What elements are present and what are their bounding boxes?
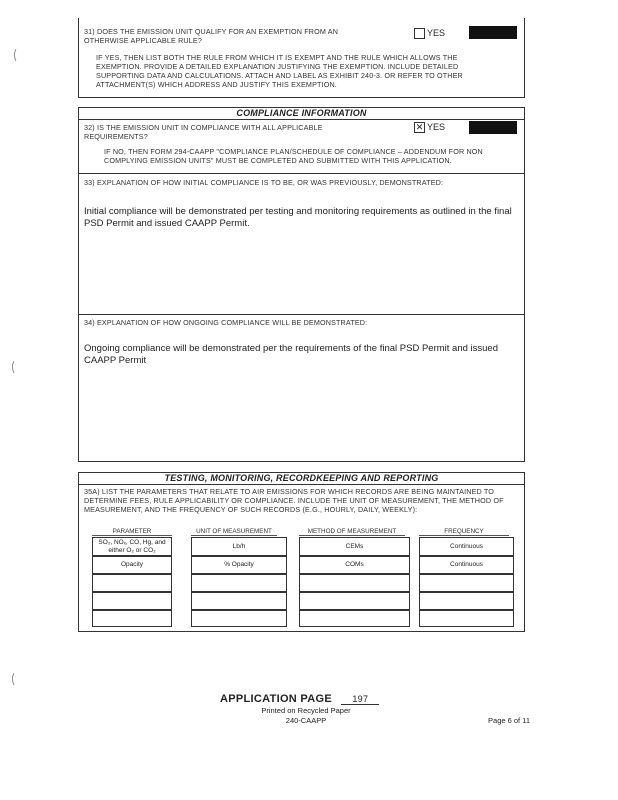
column-header-frequency: FREQUENCY: [419, 528, 509, 536]
punch-hole-mark: [12, 359, 21, 375]
table-cell-frequency: Continuous: [419, 537, 514, 556]
q32-yes-label: YES: [427, 122, 446, 132]
table-cell-method: [299, 574, 410, 592]
q32-instruction: IF NO, THEN FORM 294-CAAPP "COMPLIANCE PLAN/SCHEDULE OF COMPLIANCE – ADDENDUM FOR NON COMPLYING EMISSION UNITS" MUST BE COMPLETED AND SUBMITTED WITH THIS APPLICATION.: [104, 147, 483, 165]
table-cell-parameter: SO₂, NOₓ, CO, Hg, and either O₂ or CO₂: [92, 537, 172, 556]
table-cell-parameter: [92, 574, 172, 592]
table-cell-unit: [191, 574, 287, 592]
table-cell-unit: [191, 610, 287, 627]
testing-header: TESTING, MONITORING, RECORDKEEPING AND REPORTING: [164, 473, 439, 483]
table-cell-parameter: [92, 592, 172, 610]
column-header-parameter: PARAMETER: [92, 528, 172, 536]
table-cell-unit: [191, 592, 287, 610]
q35a-section: [78, 484, 525, 632]
q31-yes-label: YES: [427, 28, 446, 38]
table-cell-frequency: [419, 592, 514, 610]
q33-answer: Initial compliance will be demonstrated per testing and monitoring requirements as outlined in the final PSD Permit and issued CAAPP Permit.: [84, 206, 512, 229]
testing-header-box: [78, 472, 525, 484]
form-number: 240-CAAPP: [285, 716, 327, 725]
page-of: Page 6 of 11: [488, 716, 530, 725]
table-cell-method: COMs: [299, 556, 410, 574]
printed-on-recycled: Printed on Recycled Paper: [261, 706, 351, 715]
table-cell-parameter: Opacity: [92, 556, 172, 574]
redaction-box: [469, 121, 517, 134]
q31-question: 31) DOES THE EMISSION UNIT QUALIFY FOR AN EXEMPTION FROM AN OTHERWISE APPLICABLE RULE?: [84, 27, 339, 45]
q34-section: [78, 315, 525, 462]
table-cell-method: [299, 610, 410, 627]
compliance-header-box: [78, 107, 525, 119]
q32-yes-checkbox[interactable]: ✕: [415, 122, 424, 132]
q31-section: [78, 18, 525, 98]
q31-instruction: IF YES, THEN LIST BOTH THE RULE FROM WHICH IT IS EXEMPT AND THE RULE WHICH ALLOWS THE EXEMPTION. PROVIDE A DETAILED EXPLANATION JUSTIFYING THE EXEMPTION. INCLUDE DETAILED SUPPORTING DATA AND CALCULATIONS. ATTACH AND LABEL AS EXHIBIT 240-3. OR REFER TO OTHER ATTACHMENT(S) WHICH ADDRESS AND JUSTIFY THIS EXEMPTION.: [96, 53, 463, 89]
q34-answer: Ongoing compliance will be demonstrated per the requirements of the final PSD Permit and issued CAAPP Permit: [84, 343, 498, 366]
table-cell-method: CEMs: [299, 537, 410, 556]
q32-section: [78, 119, 525, 174]
q34-question: 34) EXPLANATION OF HOW ONGOING COMPLIANCE WILL BE DEMONSTRATED:: [84, 318, 368, 327]
q35a-question: 35A) LIST THE PARAMETERS THAT RELATE TO AIR EMISSIONS FOR WHICH RECORDS ARE BEING MAINTAINED TO DETERMINE FEES, RULE APPLICABILITY OR COMPLIANCE. INCLUDE THE UNIT OF MEASUREMENT, THE METHOD OF MEASUREMENT, AND THE FREQUENCY OF SUCH RECORDS (E.G., HOURLY, DAILY, WEEKLY):: [84, 487, 504, 514]
q31-yes-checkbox[interactable]: [414, 28, 425, 39]
table-cell-method: [299, 592, 410, 610]
table-cell-frequency: [419, 610, 514, 627]
table-cell-unit: % Opacity: [191, 556, 287, 574]
column-header-method: METHOD OF MEASUREMENT: [299, 528, 405, 536]
table-cell-unit: Lb/h: [191, 537, 287, 556]
application-page-number: 197: [341, 694, 379, 705]
footer-application-page: [220, 693, 379, 705]
table-cell-frequency: Continuous: [419, 556, 514, 574]
q33-section: [78, 174, 525, 315]
compliance-header: COMPLIANCE INFORMATION: [236, 108, 367, 118]
table-cell-frequency: [419, 574, 514, 592]
q33-question: 33) EXPLANATION OF HOW INITIAL COMPLIANCE IS TO BE, OR WAS PREVIOUSLY, DEMONSTRATED:: [84, 178, 444, 187]
q32-question: 32) IS THE EMISSION UNIT IN COMPLIANCE WITH ALL APPLICABLE REQUIREMENTS?: [84, 123, 323, 141]
application-page-label: APPLICATION PAGE: [220, 693, 332, 705]
punch-hole-mark: [12, 671, 21, 687]
redaction-box: [469, 26, 517, 39]
punch-hole-mark: [14, 47, 23, 63]
table-cell-parameter: [92, 610, 172, 627]
column-header-unit: UNIT OF MEASUREMENT: [191, 528, 277, 536]
